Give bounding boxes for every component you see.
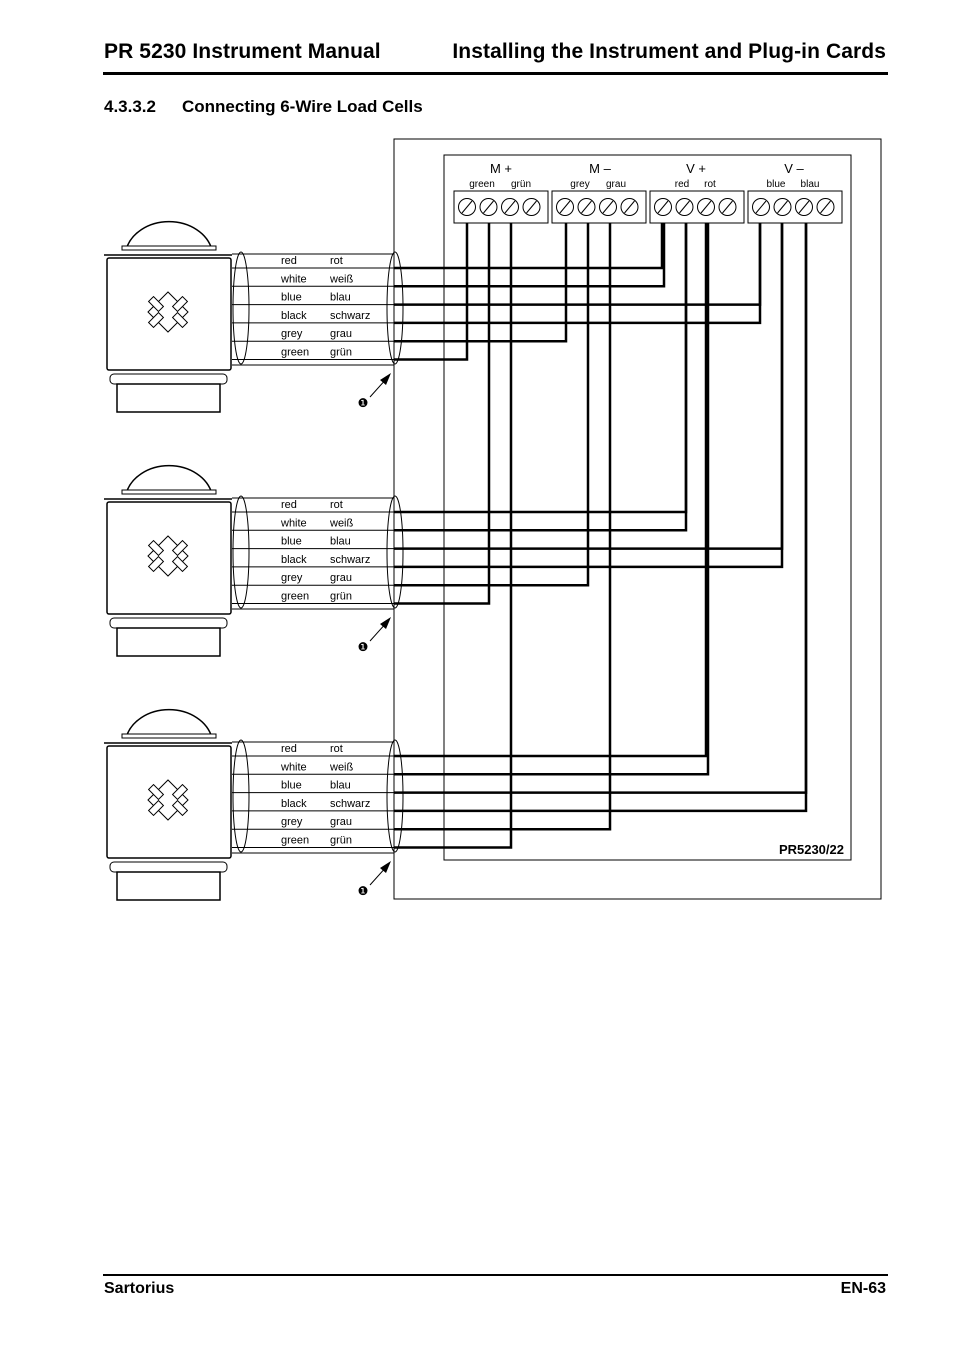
wire-label-de: rot xyxy=(330,255,343,267)
routed-wire xyxy=(394,223,706,756)
shield-bottom-line xyxy=(232,609,394,619)
wire-label-en: green xyxy=(281,346,310,359)
wire-label-en: black xyxy=(281,553,307,566)
wire-label-en: red xyxy=(281,499,297,511)
card-label: PR5230/22 xyxy=(778,842,844,857)
section-number: 4.3.3.2 xyxy=(104,97,156,116)
load-cell-foot xyxy=(117,628,220,656)
cable-shield-marker: ❶ xyxy=(357,396,369,410)
terminal-wire-label-de: blau xyxy=(800,179,820,190)
wire-label-de: weiß xyxy=(330,273,354,286)
chapter-title: Installing the Instrument and Plug-in Cards xyxy=(452,40,886,63)
wire-label-en: red xyxy=(281,255,297,267)
load-cell-foot xyxy=(117,384,220,412)
wire-label-de: blau xyxy=(330,535,351,548)
wire-label-en: blue xyxy=(281,291,302,304)
load-cell-cap xyxy=(122,246,216,250)
wire-label-de: blau xyxy=(330,779,351,792)
terminal-group-label: V – xyxy=(784,161,804,176)
routed-wire xyxy=(394,223,610,829)
wire-label-de: rot xyxy=(330,743,343,755)
terminal-wire-label-en: blue xyxy=(766,179,786,190)
terminal-wire-label-en: grey xyxy=(570,179,590,190)
load-cell-body xyxy=(107,258,231,370)
load-cell-foot xyxy=(117,872,220,900)
section-title: Connecting 6-Wire Load Cells xyxy=(182,97,423,116)
terminal-wire-label-en: green xyxy=(469,179,495,190)
wire-label-en: white xyxy=(281,761,307,774)
terminal-wire-label-en: red xyxy=(674,179,690,190)
cable-shield-marker: ❶ xyxy=(357,640,369,654)
shield-top-line xyxy=(232,488,394,498)
wire-label-de: grau xyxy=(330,328,353,341)
load-cell-body xyxy=(107,746,231,858)
shield-bottom-line xyxy=(232,365,394,375)
load-cell-body xyxy=(107,502,231,614)
cable-entry-ellipse xyxy=(233,496,249,608)
terminal-group-label: V + xyxy=(686,161,706,176)
wire-label-de: schwarz xyxy=(330,797,371,810)
wire-label-de: blau xyxy=(330,291,351,304)
load-cell-cap xyxy=(122,490,216,494)
wire-label-de: grün xyxy=(330,590,353,603)
marker-arrowhead xyxy=(380,373,391,385)
wire-label-en: blue xyxy=(281,535,302,548)
manual-title: PR 5230 Instrument Manual xyxy=(104,40,381,63)
wire-label-en: white xyxy=(281,517,307,530)
load-cell-collar xyxy=(110,862,227,872)
routed-wire xyxy=(394,223,662,268)
shield-bottom-line xyxy=(232,853,394,863)
routed-wire xyxy=(394,223,489,604)
wire-label-de: weiß xyxy=(330,517,354,530)
load-cell-cap xyxy=(122,734,216,738)
wire-label-de: schwarz xyxy=(330,309,371,322)
wire-label-de: schwarz xyxy=(330,553,371,566)
wire-label-de: grün xyxy=(330,346,353,359)
footer-company: Sartorius xyxy=(104,1280,175,1297)
wire-label-de: grau xyxy=(330,572,353,585)
routed-wire xyxy=(394,223,664,286)
wire-label-en: blue xyxy=(281,779,302,792)
load-cell-collar xyxy=(110,374,227,384)
terminal-group-label: M – xyxy=(589,161,611,176)
cable-entry-ellipse xyxy=(233,740,249,852)
terminal-wire-label-de: grau xyxy=(605,179,627,190)
wire-label-en: grey xyxy=(281,328,303,341)
shield-top-line xyxy=(232,732,394,742)
routed-wire xyxy=(394,223,686,512)
wire-label-en: black xyxy=(281,797,307,810)
wire-label-en: grey xyxy=(281,816,303,829)
routed-wire xyxy=(394,223,467,360)
cable-entry-ellipse xyxy=(233,252,249,364)
wire-label-de: rot xyxy=(330,499,343,511)
marker-arrowhead xyxy=(380,617,391,629)
wire-label-en: red xyxy=(281,743,297,755)
wire-label-de: grün xyxy=(330,834,353,847)
wire-label-en: white xyxy=(281,273,307,286)
wire-label-en: green xyxy=(281,590,310,603)
routed-wire xyxy=(394,223,511,848)
wire-label-de: weiß xyxy=(330,761,354,774)
terminal-wire-label-de: grün xyxy=(510,179,532,190)
shield-top-line xyxy=(232,244,394,254)
load-cell-collar xyxy=(110,618,227,628)
plug-in-card-frame xyxy=(444,155,851,860)
wire-label-de: grau xyxy=(330,816,353,829)
wire-label-en: green xyxy=(281,834,310,847)
footer-rule xyxy=(103,1274,888,1276)
marker-arrowhead xyxy=(380,861,391,873)
routed-wire xyxy=(394,223,806,811)
terminal-wire-label-de: rot xyxy=(704,179,716,190)
routed-wire xyxy=(394,223,806,793)
wire-label-en: black xyxy=(281,309,307,322)
page-number: EN-63 xyxy=(840,1280,886,1297)
terminal-group-label: M + xyxy=(489,161,513,176)
cable-shield-marker: ❶ xyxy=(357,884,369,898)
wire-label-en: grey xyxy=(281,572,303,585)
